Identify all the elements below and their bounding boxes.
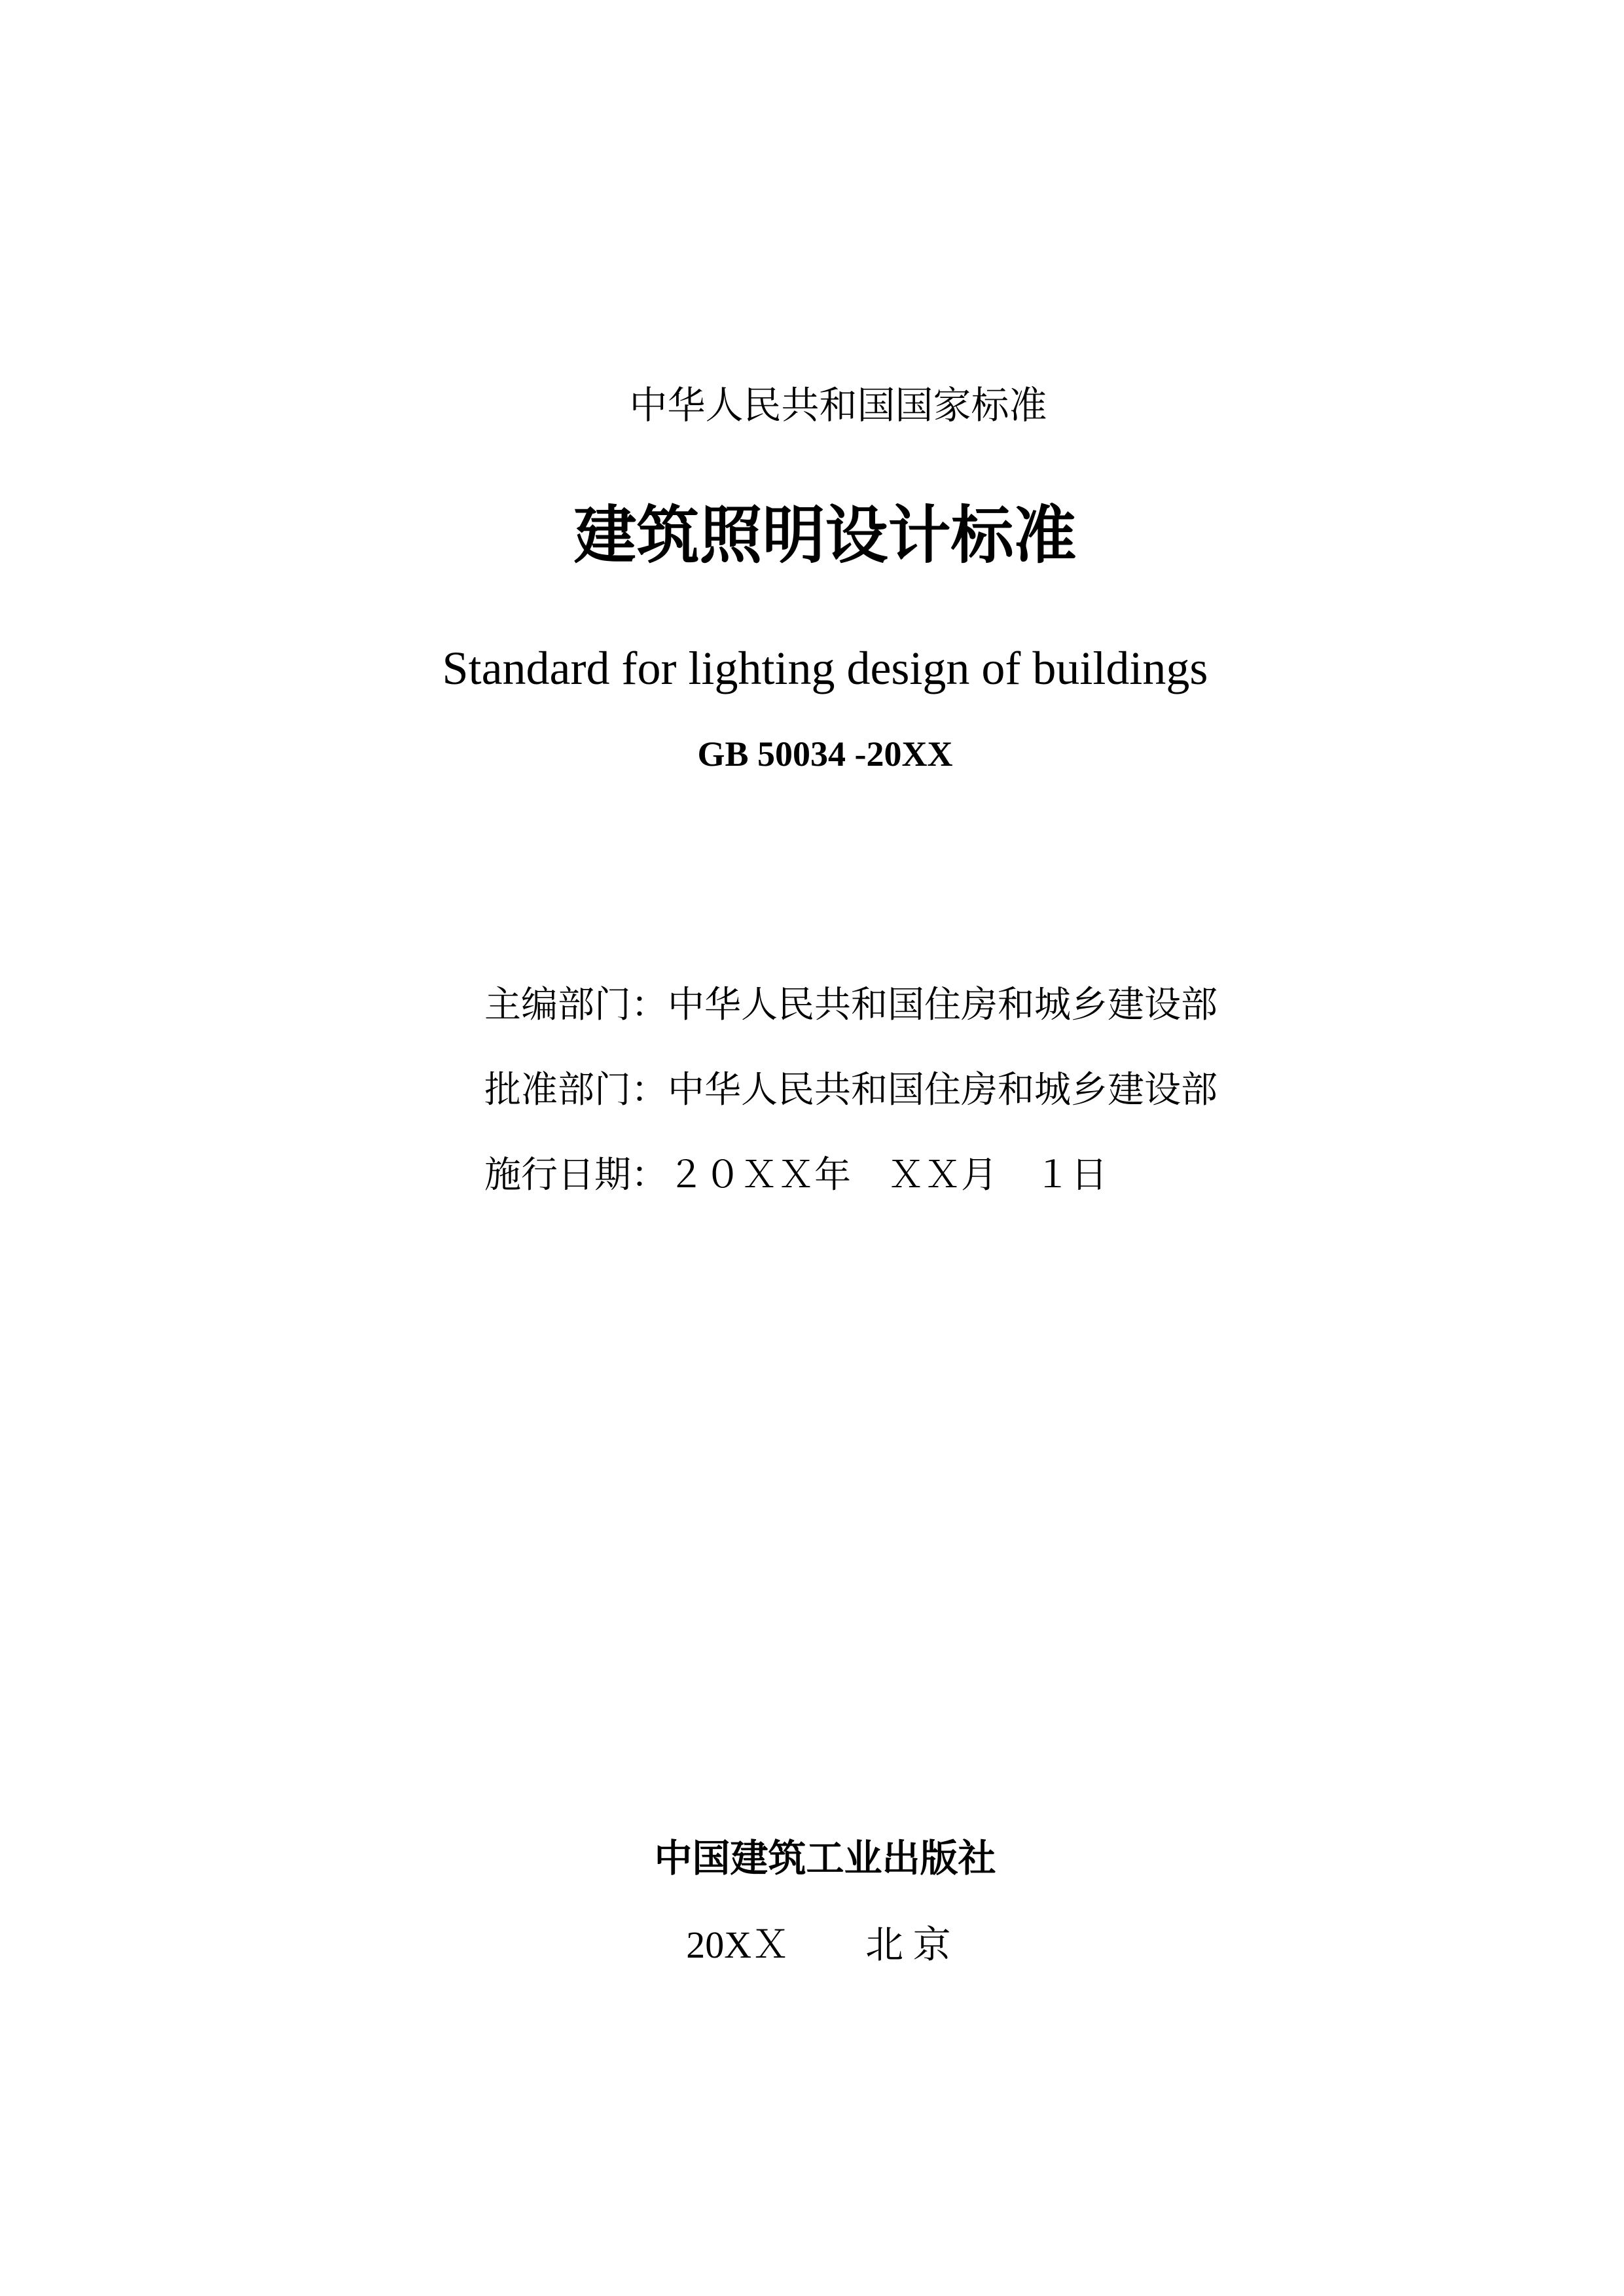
standard-code: GB 50034 -20XX (697, 734, 953, 774)
national-standard-label: 中华人民共和国国家标准 (629, 383, 1047, 427)
info-value: 中华人民共和国住房和城乡建设部 (668, 1069, 1218, 1111)
info-row-approval-department (484, 1069, 1218, 1111)
info-value: ２０ＸＸ年 ＸＸ月 １日 (668, 1154, 1108, 1196)
info-label: 主编部门： (484, 984, 668, 1026)
info-value: 中华人民共和国住房和城乡建设部 (668, 984, 1218, 1026)
info-row-chief-editor-department (484, 984, 1218, 1026)
document-title-chinese: 建筑照明设计标准 (573, 499, 1077, 572)
document-title-english: Standard for lighting design of buildings (442, 642, 1208, 694)
publisher-name: 中国建筑工业出版社 (654, 1836, 996, 1880)
info-label: 施行日期： (484, 1154, 668, 1196)
info-row-effective-date (484, 1154, 1108, 1196)
info-label: 批准部门： (484, 1069, 668, 1111)
publication-year-place: 20XＸ 北 京 (686, 1924, 951, 1966)
